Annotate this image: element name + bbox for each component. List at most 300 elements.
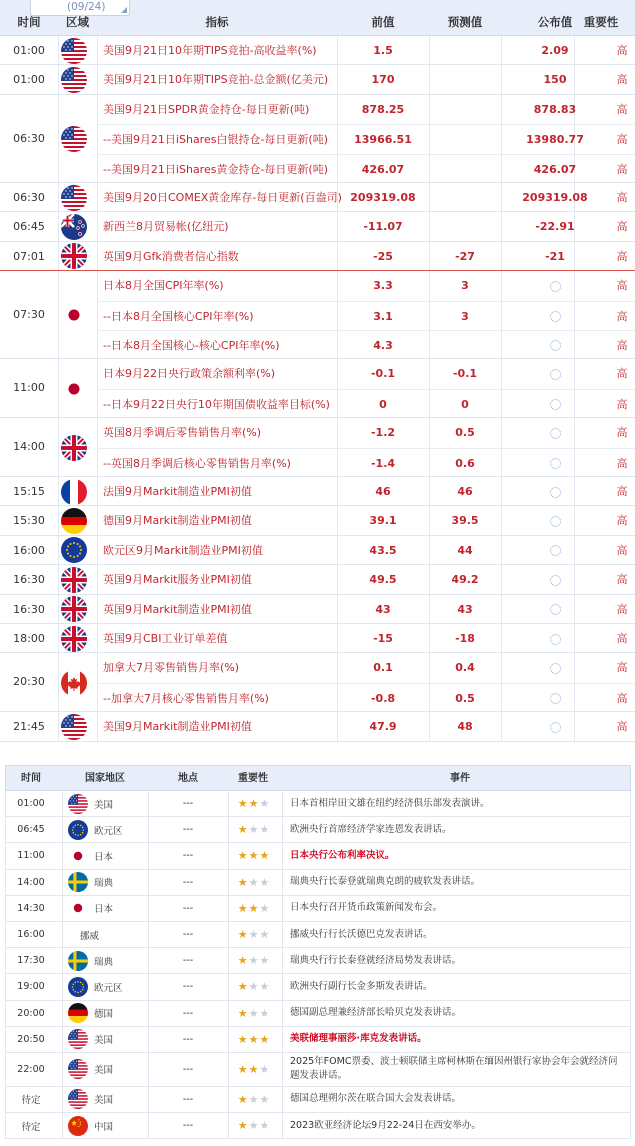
- pending-icon: [550, 311, 561, 322]
- star-icon: ★: [259, 1092, 271, 1106]
- importance-value: 高: [616, 720, 628, 734]
- importance-stars: [230, 843, 278, 868]
- event-row[interactable]: [5, 791, 631, 817]
- event-region: 瑞典: [94, 956, 114, 968]
- se-flag-icon: [68, 870, 90, 895]
- indicator-time: 16:00: [13, 543, 45, 557]
- actual-value: 209319.08: [522, 191, 588, 204]
- ca-flag-icon: [61, 670, 87, 696]
- se-flag-icon: [68, 948, 90, 973]
- indicator-name[interactable]: 英国9月Markit制造业PMI初值: [103, 602, 252, 616]
- pending-icon: [550, 458, 561, 469]
- actual-value: [501, 653, 609, 682]
- event-time: 06:45: [17, 824, 45, 836]
- event-time: 14:00: [17, 876, 45, 888]
- actual-value: [501, 449, 609, 478]
- indicator-name[interactable]: --英国8月季调后核心零售销售月率(%): [103, 456, 291, 470]
- indicator-time: 07:01: [13, 249, 45, 263]
- pending-icon: [550, 281, 561, 292]
- prev-value: -1.2: [370, 426, 396, 440]
- prev-value: 46: [375, 485, 391, 498]
- event-region: 瑞典: [94, 878, 114, 890]
- event-description[interactable]: 挪威央行行长沃德巴克发表讲话。: [290, 928, 433, 940]
- indicator-time: 06:30: [13, 191, 45, 204]
- indicator-name[interactable]: 英国9月CBI工业订单差值: [103, 632, 228, 645]
- indicator-row[interactable]: [97, 506, 635, 535]
- importance-value: 高: [616, 191, 628, 204]
- indicator-time: 16:30: [13, 573, 45, 587]
- uk-flag-icon: [61, 435, 87, 461]
- indicator-name[interactable]: 美国9月20日COMEX黄金库存-每日更新(百盎司): [103, 191, 342, 204]
- indicator-name[interactable]: 美国9月21日SPDR黄金持仓-每日更新(吨): [103, 102, 310, 116]
- forecast-value: 48: [457, 720, 473, 734]
- actual-value: 13980.77: [526, 133, 584, 147]
- event-place: ---: [182, 1093, 194, 1105]
- indicator-name[interactable]: 欧元区9月Markit制造业PMI初值: [103, 543, 263, 557]
- events-table-body: [5, 791, 631, 1139]
- importance-value: 高: [616, 485, 628, 498]
- actual-value: [501, 624, 609, 653]
- col-region: 区域: [66, 15, 89, 29]
- importance-value: 高: [616, 514, 628, 528]
- uk-flag-icon: [61, 567, 87, 593]
- pending-icon: [550, 545, 561, 556]
- indicator-name[interactable]: 日本8月全国CPI年率(%): [103, 279, 224, 293]
- indicator-name[interactable]: 美国9月21日10年期TIPS竞拍-高收益率(%): [103, 44, 317, 57]
- event-place: ---: [182, 876, 194, 888]
- star-icon: ★: [248, 928, 260, 942]
- indicator-row[interactable]: [97, 653, 635, 682]
- eu-flag-icon: [68, 817, 90, 842]
- indicator-group: [0, 271, 635, 359]
- indicator-time: 18:00: [13, 632, 45, 645]
- indicator-row[interactable]: [97, 536, 635, 565]
- star-icon: ★: [248, 980, 260, 994]
- col-time: 时间: [17, 15, 41, 29]
- prev-value: 209319.08: [350, 191, 416, 204]
- importance-stars: [230, 1113, 278, 1138]
- indicator-row[interactable]: [97, 301, 635, 330]
- star-icon: ★: [248, 875, 260, 889]
- forecast-value: 39.5: [451, 514, 479, 528]
- star-icon: ★: [237, 928, 249, 942]
- actual-value: 878.83: [533, 102, 577, 116]
- forecast-value: 0: [461, 397, 469, 411]
- star-icon: ★: [248, 1032, 260, 1046]
- event-region: 欧元区: [94, 825, 123, 837]
- ev-col-time: 时间: [21, 773, 41, 784]
- event-region: 美国: [94, 1035, 114, 1047]
- forecast-value: 0.5: [455, 691, 475, 705]
- star-icon: ★: [248, 823, 260, 837]
- indicator-row[interactable]: [97, 389, 635, 418]
- prev-value: 47.9: [369, 720, 397, 734]
- event-row[interactable]: [5, 974, 631, 1000]
- indicator-name[interactable]: 英国9月Markit服务业PMI初值: [103, 573, 252, 587]
- ev-col-importance: 重要性: [238, 773, 268, 784]
- star-icon: ★: [248, 797, 260, 811]
- indicator-time: 20:30: [13, 675, 45, 689]
- jp-flag-icon: [61, 302, 87, 328]
- pending-icon: [550, 516, 561, 527]
- indicator-time: 01:00: [13, 73, 45, 87]
- prev-value: -11.07: [363, 220, 403, 234]
- star-icon: ★: [237, 980, 249, 994]
- importance-value: 高: [616, 73, 628, 87]
- col-importance: 重要性: [583, 15, 619, 29]
- event-row[interactable]: [5, 1113, 631, 1139]
- event-description[interactable]: 欧洲央行副行长金多斯发表讲话。: [290, 980, 433, 992]
- indicator-name[interactable]: --日本9月22日央行10年期国债收益率目标(%): [103, 397, 330, 411]
- col-indicator: 指标: [205, 15, 229, 29]
- star-icon: ★: [259, 954, 271, 968]
- forecast-value: 0.5: [455, 426, 475, 440]
- importance-value: 高: [616, 102, 628, 116]
- importance-value: 高: [616, 249, 628, 263]
- event-description[interactable]: 瑞典央行长泰登就瑞典克朗的疲软发表讲话。: [290, 876, 481, 888]
- pending-icon: [550, 575, 561, 586]
- forecast-value: 3: [461, 309, 469, 323]
- star-icon: ★: [259, 875, 271, 889]
- star-icon: ★: [259, 797, 271, 811]
- actual-value: [501, 536, 609, 565]
- us-flag-icon: [68, 1087, 90, 1112]
- star-icon: ★: [248, 849, 260, 863]
- prev-value: -15: [373, 632, 393, 645]
- forecast-value: -0.1: [452, 367, 478, 381]
- event-row[interactable]: [5, 1087, 631, 1113]
- indicator-name[interactable]: 日本9月22日央行政策余额利率(%): [103, 367, 276, 381]
- importance-stars: [230, 791, 278, 816]
- event-description[interactable]: 德国总理朔尔茨在联合国大会发表讲话。: [290, 1093, 462, 1105]
- event-description[interactable]: 日本首相岸田文雄在纽约经济俱乐部发表演讲。: [290, 797, 490, 809]
- actual-value: 2.09: [541, 44, 569, 57]
- importance-stars: [230, 948, 278, 973]
- event-description[interactable]: 2025年FOMC票委、波士顿联储主席柯林斯在缅因州银行家协会年会就经济问题发表讲话。: [290, 1056, 618, 1082]
- indicator-time: 07:30: [13, 308, 45, 322]
- indicator-group: [0, 242, 635, 271]
- star-icon: ★: [237, 901, 249, 915]
- event-time: 14:30: [17, 902, 45, 914]
- indicator-row[interactable]: [97, 595, 635, 624]
- prev-value: 43.5: [369, 543, 397, 557]
- indicator-group: [0, 477, 635, 506]
- indicator-group: [0, 183, 635, 212]
- indicator-group: [0, 65, 635, 94]
- importance-value: 高: [616, 338, 628, 352]
- de-flag-icon: [68, 1001, 90, 1026]
- event-row[interactable]: [5, 1053, 631, 1087]
- event-place: ---: [182, 981, 194, 993]
- event-description[interactable]: 2023欧亚经济论坛9月22-24日在西安举办。: [290, 1119, 481, 1131]
- event-place: ---: [182, 824, 194, 836]
- event-time: 11:00: [17, 850, 45, 862]
- actual-value: [501, 565, 609, 594]
- events-table: [5, 765, 631, 1139]
- importance-stars: [230, 974, 278, 999]
- event-row[interactable]: [5, 817, 631, 843]
- indicator-table-body: [0, 36, 635, 751]
- us-flag-icon: [61, 38, 87, 64]
- indicator-row[interactable]: [97, 124, 635, 153]
- indicator-name[interactable]: 美国9月Markit制造业PMI初值: [103, 720, 252, 734]
- indicator-group: [0, 36, 635, 65]
- pending-icon: [550, 722, 561, 733]
- event-time: 01:00: [17, 798, 45, 810]
- pending-icon: [550, 369, 561, 380]
- star-icon: ★: [248, 954, 260, 968]
- indicator-name[interactable]: 英国8月季调后零售销售月率(%): [103, 426, 262, 440]
- event-region: 美国: [94, 799, 114, 811]
- indicator-name[interactable]: 加拿大7月零售销售月率(%): [103, 661, 240, 675]
- star-icon: ★: [237, 1006, 249, 1020]
- importance-value: 高: [616, 632, 628, 645]
- indicator-row[interactable]: [97, 95, 635, 124]
- indicator-row[interactable]: [97, 359, 635, 388]
- prev-value: 43: [375, 602, 391, 616]
- importance-value: 高: [616, 426, 628, 440]
- event-region: 欧元区: [94, 982, 123, 994]
- importance-stars: [230, 870, 278, 895]
- cn-flag-icon: [68, 1113, 90, 1138]
- actual-value: [501, 390, 609, 419]
- actual-value: -21: [545, 249, 565, 263]
- actual-value: 426.07: [533, 162, 577, 176]
- indicator-row[interactable]: [97, 242, 635, 271]
- prev-value: 39.1: [369, 514, 397, 528]
- importance-stars: [230, 1053, 278, 1086]
- prev-value: 0: [379, 397, 387, 411]
- prev-value: -1.4: [370, 456, 396, 470]
- forecast-value: -18: [455, 632, 475, 645]
- indicator-name[interactable]: --加拿大7月核心零售销售月率(%): [103, 691, 269, 705]
- indicator-row[interactable]: [97, 212, 635, 241]
- importance-stars: [230, 817, 278, 842]
- forecast-value: 0.6: [455, 456, 475, 470]
- prev-value: 878.25: [361, 102, 405, 116]
- importance-value: 高: [616, 543, 628, 557]
- pending-icon: [550, 634, 561, 645]
- pending-icon: [550, 340, 561, 351]
- pending-icon: [550, 399, 561, 410]
- prev-value: 1.5: [373, 44, 393, 57]
- event-time: 待定: [21, 1095, 41, 1107]
- indicator-time: 21:45: [13, 720, 45, 734]
- star-icon: ★: [237, 823, 249, 837]
- actual-value: [501, 595, 609, 624]
- indicator-name[interactable]: --美国9月21日iShares黄金持仓-每日更新(吨): [103, 162, 329, 176]
- indicator-row[interactable]: [97, 271, 635, 300]
- date-label: (09/24): [67, 1, 106, 13]
- indicator-row[interactable]: [97, 183, 635, 212]
- event-row[interactable]: [5, 948, 631, 974]
- prev-value: 4.3: [373, 338, 393, 352]
- event-place: ---: [182, 955, 194, 967]
- star-icon: ★: [259, 928, 271, 942]
- indicator-group: [0, 536, 635, 565]
- star-icon: ★: [237, 875, 249, 889]
- event-place: ---: [182, 929, 194, 941]
- event-row[interactable]: [5, 896, 631, 922]
- star-icon: ★: [237, 1062, 249, 1076]
- indicator-time: 01:00: [13, 44, 45, 57]
- star-icon: ★: [237, 954, 249, 968]
- prev-value: 3.1: [373, 309, 393, 323]
- event-place: ---: [182, 850, 194, 862]
- prev-value: -0.1: [370, 367, 396, 381]
- indicator-name[interactable]: --日本8月全国核心CPI年率(%): [103, 309, 254, 323]
- importance-stars: [230, 1087, 278, 1112]
- importance-value: 高: [616, 309, 628, 323]
- actual-value: [501, 712, 609, 741]
- indicator-row[interactable]: [97, 36, 635, 65]
- event-time: 19:00: [17, 981, 45, 993]
- prev-value: 3.3: [373, 279, 393, 293]
- col-actual: 公布值: [537, 15, 573, 29]
- indicator-row[interactable]: [97, 565, 635, 594]
- star-icon: ★: [237, 797, 249, 811]
- indicator-time: 15:30: [13, 514, 45, 528]
- event-region: 日本: [94, 851, 114, 863]
- importance-value: 高: [616, 162, 628, 176]
- indicator-row[interactable]: [97, 712, 635, 741]
- event-region: 美国: [94, 1065, 114, 1077]
- forecast-value: 44: [457, 543, 473, 557]
- us-flag-icon: [68, 791, 90, 816]
- eu-flag-icon: [68, 974, 90, 999]
- indicator-time: 06:45: [13, 220, 45, 234]
- indicator-group: [0, 712, 635, 741]
- indicator-row[interactable]: [97, 448, 635, 477]
- event-description[interactable]: 日本央行召开货币政策新闻发布会。: [290, 902, 443, 914]
- actual-value: [501, 418, 609, 447]
- pending-icon: [550, 487, 561, 498]
- importance-stars: [230, 922, 278, 947]
- indicator-name[interactable]: 新西兰8月贸易帐(亿纽元): [103, 220, 229, 234]
- importance-value: 高: [616, 367, 628, 381]
- jp-flag-icon: [68, 843, 90, 868]
- star-icon: ★: [259, 980, 271, 994]
- event-region: 德国: [94, 1009, 114, 1021]
- indicator-name[interactable]: 德国9月Markit制造业PMI初值: [103, 514, 252, 528]
- importance-value: 高: [616, 691, 628, 705]
- event-time: 20:50: [17, 1033, 45, 1045]
- event-description[interactable]: 瑞典央行行长泰登就经济局势发表讲话。: [290, 954, 462, 966]
- star-icon: ★: [259, 1006, 271, 1020]
- importance-stars: [230, 896, 278, 921]
- event-region: 日本: [94, 904, 114, 916]
- ev-col-region: 国家地区: [85, 773, 125, 784]
- indicator-name[interactable]: 法国9月Markit制造业PMI初值: [103, 485, 252, 498]
- event-time: 22:00: [17, 1063, 45, 1075]
- indicator-row[interactable]: [97, 477, 635, 506]
- actual-value: -22.91: [535, 220, 575, 234]
- uk-flag-icon: [61, 626, 87, 652]
- star-icon: ★: [248, 901, 260, 915]
- actual-value: [501, 477, 609, 506]
- ev-col-event: 事件: [450, 773, 470, 784]
- fr-flag-icon: [61, 479, 87, 505]
- indicator-name[interactable]: 英国9月Gfk消费者信心指数: [103, 249, 239, 263]
- indicator-name[interactable]: --日本8月全国核心-核心CPI年率(%): [103, 338, 280, 352]
- event-place: ---: [182, 1033, 194, 1045]
- event-row[interactable]: [5, 843, 631, 869]
- actual-value: 150: [543, 73, 567, 87]
- event-place: ---: [182, 798, 194, 810]
- prev-value: -0.8: [370, 691, 396, 705]
- event-time: 17:30: [17, 955, 45, 967]
- indicator-name[interactable]: --美国9月21日iShares白银持仓-每日更新(吨): [103, 133, 329, 147]
- importance-value: 高: [616, 602, 628, 616]
- pending-icon: [550, 604, 561, 615]
- us-flag-icon: [61, 126, 87, 152]
- prev-value: 170: [371, 73, 395, 87]
- nz-flag-icon: [61, 214, 87, 240]
- event-row[interactable]: [5, 870, 631, 896]
- event-description[interactable]: 德国副总理兼经济部长哈贝克发表讲话。: [290, 1007, 462, 1019]
- prev-value: -25: [373, 249, 393, 263]
- actual-value: [501, 684, 609, 713]
- pending-icon: [550, 663, 561, 674]
- star-icon: ★: [259, 901, 271, 915]
- event-row[interactable]: [5, 1001, 631, 1027]
- eu-flag-icon: [61, 537, 87, 563]
- importance-value: 高: [616, 133, 628, 147]
- star-icon: ★: [248, 1006, 260, 1020]
- event-description[interactable]: 日本央行公布利率决议。: [290, 849, 395, 861]
- us-flag-icon: [68, 1053, 90, 1086]
- star-icon: ★: [248, 1119, 260, 1133]
- star-icon: ★: [237, 1092, 249, 1106]
- indicator-group: [0, 624, 635, 653]
- star-icon: ★: [259, 1119, 271, 1133]
- importance-stars: [230, 1027, 278, 1052]
- star-icon: ★: [237, 1119, 249, 1133]
- star-icon: ★: [259, 823, 271, 837]
- event-description[interactable]: 美联储理事丽莎·库克发表讲话。: [290, 1033, 427, 1045]
- star-icon: ★: [248, 1092, 260, 1106]
- event-description[interactable]: 欧洲央行首席经济学家连恩发表讲话。: [290, 823, 452, 835]
- forecast-value: 43: [457, 602, 473, 616]
- indicator-time: 14:00: [13, 440, 45, 454]
- indicator-group: [0, 506, 635, 535]
- importance-value: 高: [616, 279, 628, 293]
- us-flag-icon: [68, 1027, 90, 1052]
- prev-value: 13966.51: [354, 133, 412, 147]
- indicator-group: [0, 653, 635, 712]
- indicator-row[interactable]: [97, 624, 635, 653]
- indicator-time: 06:30: [13, 131, 45, 145]
- indicator-name[interactable]: 美国9月21日10年期TIPS竞拍-总金额(亿美元): [103, 73, 329, 87]
- actual-value: [501, 302, 609, 331]
- indicator-time: 15:15: [13, 485, 45, 498]
- indicator-row[interactable]: [97, 65, 635, 94]
- star-icon: ★: [259, 849, 271, 863]
- event-row[interactable]: [5, 1027, 631, 1053]
- indicator-group: [0, 418, 635, 477]
- importance-value: 高: [616, 44, 628, 57]
- indicator-row[interactable]: [97, 418, 635, 447]
- indicator-row[interactable]: [97, 154, 635, 183]
- forecast-value: 46: [457, 485, 473, 498]
- ev-col-place: 地点: [178, 773, 198, 784]
- indicator-row[interactable]: [97, 330, 635, 359]
- forecast-value: -27: [455, 249, 475, 263]
- event-row[interactable]: [5, 922, 631, 948]
- indicator-row[interactable]: [97, 683, 635, 712]
- actual-value: [501, 359, 609, 388]
- star-icon: ★: [237, 849, 249, 863]
